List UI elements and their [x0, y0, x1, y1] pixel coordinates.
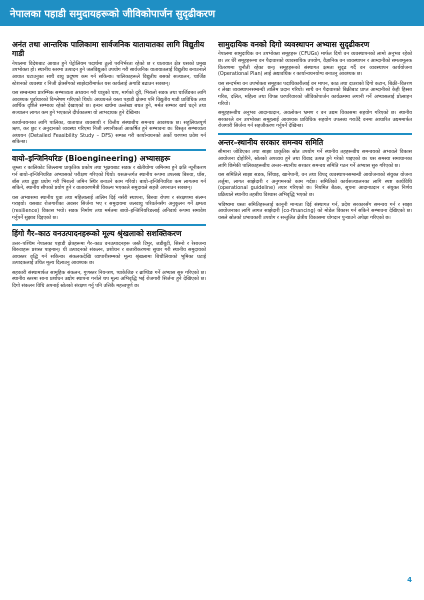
paragraph: नेपालमा सामुदायिक वन उपभोक्ता समूहहरू (CFUGs) मार्फत दिगो वन व्यवस्थापनको लामो अनुभव रहेको छ। तर धेरै समूहहरूमा वन पैदावारको व्यावसायिक उपयोग, वैज्ञानिक वन व्यवस्थापन र आम्दानीको समतामूलक वितरणमा चुनौती रहेका छन्। समूहहरूको संस्थागत क्षमता सुदृढ गर्दै वन व्यवस्थापन कार्ययोजना (Operational Plan) लाई अद्यावधिक र कार्यान्वयनयोग्य बनाउनु आवश्यक छ।: [218, 51, 412, 78]
paragraph: यस सम्बन्धमा प्रारम्भिक सम्भाव्यता अध्ययन गरी यात्रुको चाप, मार्गको दूरी, भिरालो सडक तथा चार्जिङका लागि आवश्यक पूर्वाधारको विश्लेषण गरिएको थियो। अध्ययनले यस्ता पहाडी क्षेत्रमा पनि विद्युतीय गाडी प्राविधिक तथा आर्थिक दृष्टिले सम्भाव्य रहेको देखाएको छ। इन्धन खर्चमा उल्लेख्य बचत हुने, मर्मत सम्भार खर्च घट्ने तथा सञ्चालन लागत कम हुने भएकाले दीर्घकालमा यो लाभदायक हुने देखिन्छ।: [12, 90, 206, 116]
left-column: [12, 40, 206, 570]
paragraph: यस समितिले साझा सडक, सिँचाइ, खानेपानी, वन तथा विपद् व्यवस्थापनसम्बन्धी आयोजनाको संयुक्त योजना तर्जुमा, लागत साझेदारी र अनुगमनको काम गर्दछ। समितिको कार्यसञ्चालनका लागि स्पष्ट कार्यविधि (operational guideline) तयार गरिएको छ। नियमित बैठक, सूचना आदानप्रदान र संयुक्त निर्णय प्रक्रियाले स्थानीय तहबीच विश्वास अभिवृद्धि भएको छ।: [218, 172, 412, 198]
paragraph: उत्तर–पश्चिम नेपालका पहाडी क्षेत्रहरूमा गैर–काठ वनउत्पादनहरू जस्तै टिमुर, जडीबुटी, सिस्नो र रेसाजन्य बिरुवाहरू प्रशस्त पाइन्छन्। यी उत्पादनको संकलन, प्रशोधन र बजारीकरणमा सुधार गरी स्थानीय समुदायको आयस्तर वृद्धि गर्न सकिन्छ। संकलकदेखि व्यापारीसम्मको मूल्य श्रृंखलामा बिचौलियाको भूमिका घटाई उत्पादकलाई उचित मूल्य दिलाउनु आवश्यक छ।: [12, 240, 206, 267]
paragraph: नेपालमा विदेशबाट आयात हुने पेट्रोलियम पदार्थमा ठूलो परनिर्भरता रहेको छ र यातायात क्षेत्र यसको प्रमुख उपभोक्ता हो। स्थानीय स्तरमा उत्पादन हुने जलविद्युत्को उपयोग गरी सार्वजनिक यातायातलाई विद्युतीय बनाउनाले आयात घटाउनुका साथै वायु प्रदूषण कम गर्न सकिन्छ। पालिकाहरूले विद्युतीय बसको सञ्चालन, चार्जिङ स्टेशनको व्यवस्था र निजी क्षेत्रसँगको साझेदारीमार्फत यस कार्यलाई अगाडि बढाउन सक्छन्।: [12, 60, 206, 87]
section-heading: वायो–इन्जिनियरिङ (Bioengineering) अभ्यासहरू: [12, 149, 206, 163]
paragraph: कार्यान्वयनका लागि पालिका, यातायात व्यवसायी र वित्तीय संस्थाबीच समन्वय आवश्यक छ। सहुलियतपूर्ण ऋण, कर छुट र अनुदानको व्यवस्था गरिएमा निजी लगानीकर्ता आकर्षित हुने सम्भावना छ। विस्तृत सम्भाव्यता अध्ययन (Detailed Feasibility Study – DFS) सम्पन्न गरी कार्यान्वयनको अर्को चरणमा प्रवेश गर्न सकिन्छ।: [12, 119, 206, 146]
section-heading: हिंगो गैर–काठ वनउत्पादनहरूको मूल्य श्रृंखलाको सशक्तिकरण: [12, 224, 206, 238]
section-community-forestry: [218, 40, 412, 130]
header-band: [0, 0, 424, 26]
section-heading: सामुदायिक वनको दिगो व्यवस्थापन अभ्यास सुदृढीकरण: [218, 40, 370, 49]
section-inter-local-coordination: [218, 133, 412, 221]
paragraph: यस अभ्यासमा स्थानीय युवा तथा महिलालाई तालिम दिई नर्सरी स्थापना, बिरुवा रोपण र संरक्षणमा संलग्न गराइयो। यसबाट रोजगारीका अवसर सिर्जना भए र समुदायमा जलवायु परिवर्तनसँग अनुकूलन गर्ने क्षमता (resilience) विकास भयो। सडक निर्माण तथा मर्मतमा बायो–इन्जिनियरिङलाई अनिवार्य रूपमा समावेश गर्नुपर्ने सुझाव दिइएको छ।: [12, 194, 206, 221]
section-bioengineering: [12, 149, 206, 221]
page-number: 4: [407, 576, 412, 584]
paragraph: जुम्ला र कालिकोट जिल्लामा प्राकृतिक प्रकोप तथा भूक्षयबाट सडक र खेतीयोग्य जमिनमा हुने क्षति न्यूनीकरण गर्न बायो–इन्जिनियरिङ अभ्यासको परीक्षण गरिएको थियो। यसअन्तर्गत स्थानीय रूपमा उपलब्ध बिरुवा, घाँस, बाँस तथा ढुङ्गा प्रयोग गरी भिरालो जमिन स्थिर बनाउने काम गरियो। बायो–इन्जिनियरिङ कम लागतमा गर्न सकिने, स्थानीय सीपको प्रयोग हुने र वातावरणमैत्री विकल्प भएकाले समुदायले सहजै अपनाउन सक्छन्।: [12, 165, 206, 192]
paragraph: सीमाना जोडिएका तथा साझा प्राकृतिक स्रोत उपयोग गर्ने स्थानीय तहहरूबीच समन्वयको अभावले विकास आयोजना दोहोरिने, स्रोतको अपव्यय हुने तथा विवाद उत्पन्न हुने गरेको पाइएको छ। यस समस्या समाधानका लागि छिमेकी पालिकाहरूबीच अन्तर–स्थानीय सरकार समन्वय समिति गठन गर्ने अभ्यास सुरु गरिएको छ।: [218, 149, 412, 169]
section-heading: अनंत तथा आन्तरिक पालिकामा सार्वजनिक यातायातका लागि विद्युतीय गाडी: [12, 40, 205, 59]
paragraph: समूहहरूबीच अनुभव आदानप्रदान, अवलोकन भ्रमण र वन उद्यम विकासमा सहयोग गरिएको छ। स्थानीय सरकारले वन उपभोक्ता समूहलाई आवश्यक प्राविधिक सहयोग उपलब्ध गराउँदै वनमा आधारित उद्यममार्फत रोजगारी सिर्जना गर्न सहजीकरण गर्नुपर्ने देखिन्छ।: [218, 110, 412, 130]
right-column: [218, 40, 412, 570]
section-heading: अन्तर–स्थानीय सरकार समन्वय समिति: [218, 133, 412, 147]
paragraph: यस सन्दर्भमा वन उपभोक्ता समूहका पदाधिकारीलाई वन मापन, काठ तथा दाउराको दिगो कटान, बिक्री–वितरण र लेखा व्यवस्थापनसम्बन्धी तालिम प्रदान गरियो। साथै वन पैदावारको बिक्रीबाट प्राप्त आम्दानीको केही हिस्सा गरिब, दलित, महिला तथा विपन्न घरपरिवारको जीविकोपार्जन कार्यक्रममा लगानी गर्ने अभ्यासलाई प्रोत्साहन गरियो।: [218, 80, 412, 107]
paragraph: भविष्यमा यस्ता समितिहरूलाई कानूनी मान्यता दिई संस्थागत गर्न, प्रदेश सरकारसँग समन्वय गर्न र साझा आयोजनाका लागि लागत साझेदारी (co-financing) को मोडेल विकास गर्न सकिने सम्भावना देखिएको छ। यसले स्रोतको प्रभावकारी उपयोग र सन्तुलित क्षेत्रीय विकासमा योगदान पुर्‍याउने अपेक्षा गरिएको छ।: [218, 201, 412, 221]
section-electric-vehicles: [12, 40, 206, 146]
paragraph: सहकारी संस्थामार्फत सामूहिक संकलन, गुणस्तर नियन्त्रण, प्याकेजिङ र ब्राण्डिङ गर्ने अभ्यास सुरु गरिएको छ। स्थानीय स्तरमा साना प्रशोधन उद्योग स्थापना गर्नाले थप मूल्य अभिवृद्धि भई रोजगारी सिर्जना हुने देखिएको छ। दिगो संकलन विधि अपनाई स्रोतको संरक्षण गर्नु पनि उत्तिकै महत्त्वपूर्ण छ।: [12, 269, 206, 290]
section-ntfp-value-chain: [12, 224, 206, 290]
page-header-title: नेपालका पहाडी समुदायहरूको जीविकोपार्जन सुदृढीकरण: [10, 9, 216, 20]
